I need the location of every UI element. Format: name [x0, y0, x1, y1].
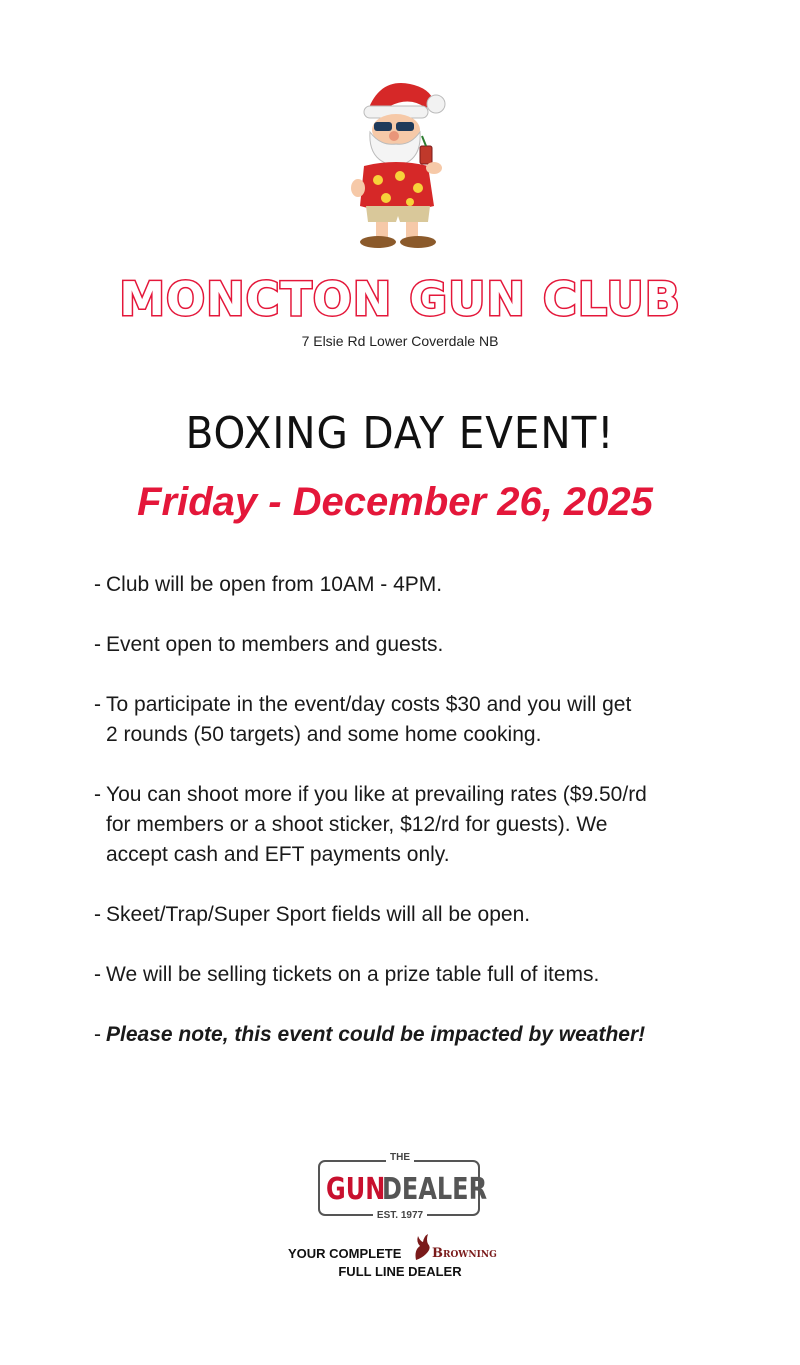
bullet-text: Please note, this event could be impacted by weather!	[106, 1023, 646, 1046]
list-item	[94, 570, 734, 600]
list-item	[94, 630, 734, 660]
tagline-line-1: YOUR COMPLETE	[288, 1246, 402, 1261]
list-item	[94, 960, 734, 990]
bullet-dash: -	[94, 963, 101, 986]
browning-buckmark-icon	[410, 1232, 434, 1262]
weather-note	[94, 1020, 734, 1050]
bullet-dash: -	[94, 573, 101, 596]
bullet-text: To participate in the event/day costs $30 and you will get 2 rounds (50 targets) and some home cooking.	[106, 693, 632, 746]
club-address: 7 Elsie Rd Lower Coverdale NB	[301, 333, 499, 349]
logo-the-label: THE	[386, 1152, 414, 1163]
bullet-dash: -	[94, 903, 101, 926]
bullet-dash: -	[94, 783, 101, 806]
list-item	[94, 690, 734, 750]
bullet-dash: -	[94, 633, 101, 656]
event-date: Friday - December 26, 2025	[137, 480, 653, 524]
bullet-dash: -	[94, 693, 101, 716]
bullet-text: Event open to members and guests.	[106, 633, 444, 656]
browning-brand: Browning	[432, 1246, 497, 1261]
list-item	[94, 900, 734, 930]
tagline-line-2: FULL LINE DEALER	[338, 1264, 462, 1279]
bullet-text: Club will be open from 10AM - 4PM.	[106, 573, 443, 596]
logo-dealer-text: DEALER	[382, 1172, 488, 1207]
bullet-text: You can shoot more if you like at prevailing rates ($9.50/rd for members or a shoot sticker, $12/rd for guests). We accept cash and EFT payments only.	[106, 783, 647, 866]
logo-gun-text: GUN	[326, 1172, 386, 1207]
bullet-text: Skeet/Trap/Super Sport fields will all be open.	[106, 903, 531, 926]
club-name: MONCTON GUN CLUB	[119, 272, 681, 326]
event-title: BOXING DAY EVENT!	[185, 408, 615, 459]
santa-mascot-icon	[330, 70, 470, 250]
logo-the-text	[0, 1152, 800, 1163]
list-item	[94, 780, 734, 870]
logo-est-text	[0, 1210, 800, 1221]
bullet-text: We will be selling tickets on a prize table full of items.	[106, 963, 600, 986]
bullet-dash: -	[94, 1023, 101, 1046]
logo-est-label: EST. 1977	[373, 1210, 427, 1221]
event-details-list	[94, 570, 734, 1080]
